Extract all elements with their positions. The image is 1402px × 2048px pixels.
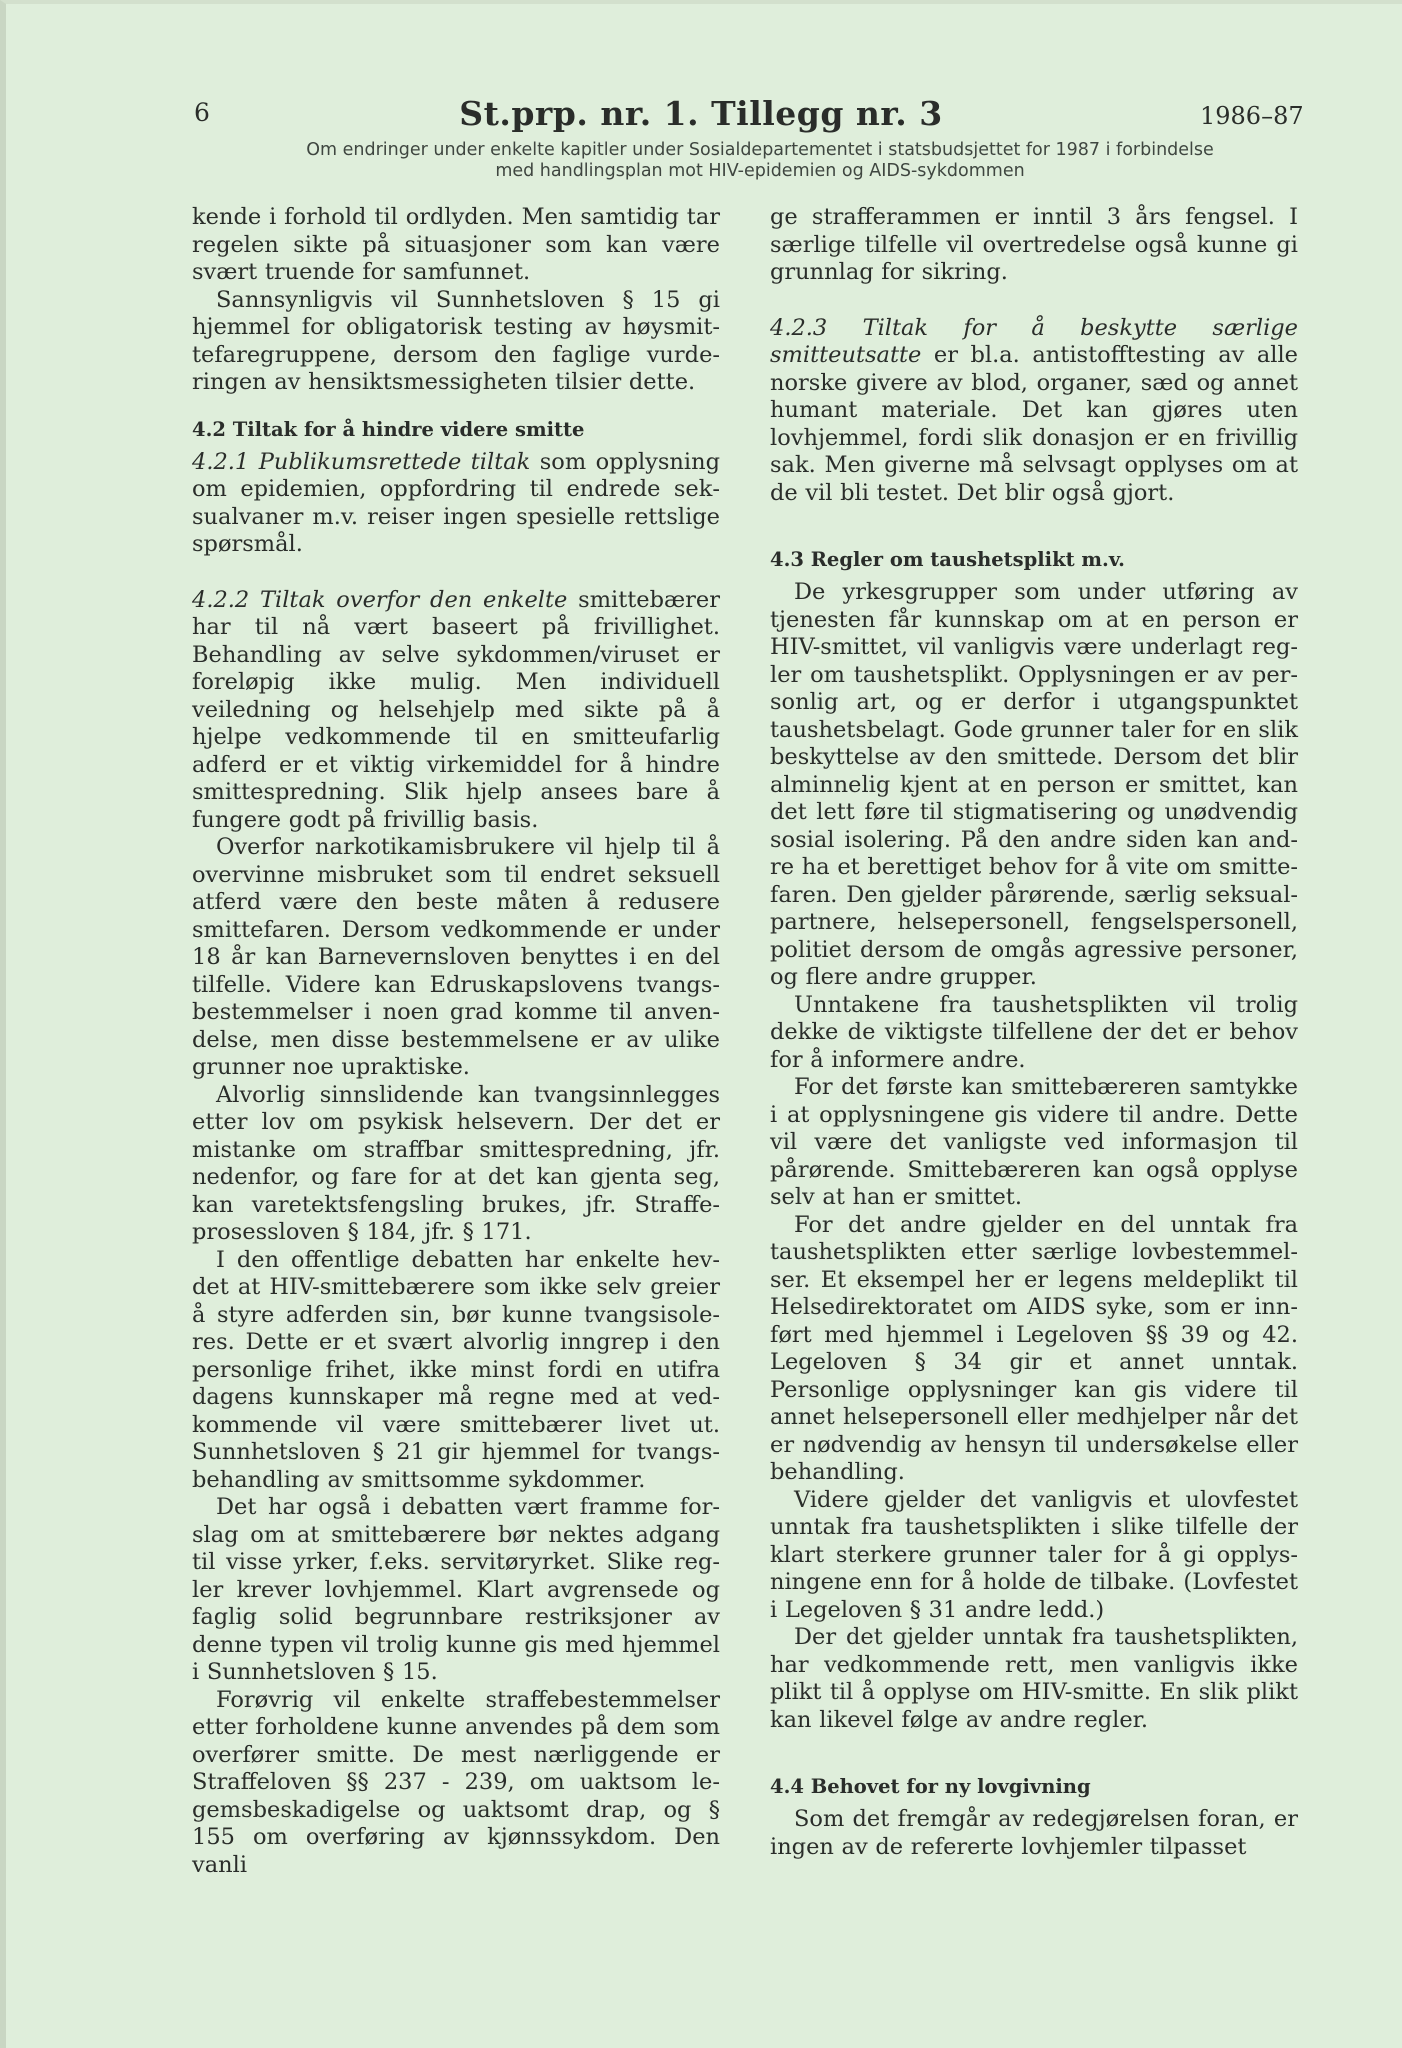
right-column xyxy=(770,204,1298,1861)
budget-year: 1986–87 xyxy=(1200,102,1304,130)
paragraph: Det har også i debatten vært framme forslag om at smittebærere bør nektes adgang til visse yrker, f.eks. servitøryrket. Slike regler krever lovhjemmel. Klart avgrensede og faglig solid begrunnbare restriksjoner av denne typen vil trolig kunne gis med hjemmel i Sunnhetsloven § 15. xyxy=(192,1494,720,1685)
paragraph: Som det fremgår av redegjørelsen foran, er ingen av de refererte lovhjemler tilpasset xyxy=(770,1806,1298,1860)
document-subtitle xyxy=(210,140,1310,182)
paragraph: Videre gjelder det vanligvis et ulovfestet unntak fra taushetsplikten i slike tilfelle der klart sterkere grunner taler for å gi opplysningene enn for å holde de tilbake. (Lovfestet i Legeloven § 31 andre ledd.) xyxy=(770,1486,1298,1623)
paragraph-text: som opplysning om epidemien, oppfordring til endrede seksualvaner m.v. reiser ingen spesielle rettslige spørsmål. xyxy=(192,448,721,557)
section-heading-4-3: 4.3 Regler om taushetsplikt m.v. xyxy=(770,548,1125,571)
section-heading-4-4: 4.4 Behovet for ny lovgivning xyxy=(770,1775,1091,1798)
paragraph: Sannsynligvis vil Sunnhetsloven § 15 gi hjemmel for obligatorisk testing av høysmittefaregruppene, dersom den faglige vurderingen av hensiktsmessigheten tilsier dette. xyxy=(192,286,720,395)
subsection-title: 4.2.2 Tiltak overfor den enkelte xyxy=(192,586,568,613)
paragraph: kende i forhold til ordlyden. Men samtidig tar regelen sikte på situasjoner som kan være svært truende for samfunnet. xyxy=(192,204,720,285)
paragraph-4-2-1 xyxy=(192,449,720,559)
document-title: St.prp. nr. 1. Tillegg nr. 3 xyxy=(459,94,943,133)
paragraph-text: smittebærer har til nå vært baseert på frivillighet. Behandling av selve sykdommen/viruset er foreløpig ikke mulig. Men individuell veiledning og helsehjelp med sikte på å hjelpe vedkommende til en smitteufarlig adferd er et viktig virkemiddel for å hindre smittespredning. Slik hjelp ansees bare å fungere godt på frivillig basis. xyxy=(192,586,720,833)
paragraph: Forøvrig vil enkelte straffebestemmelser etter forholdene kunne anvendes på dem som overfører smitte. De mest nærliggende er Straffeloven §§ 237 - 239, om uaktsom legemsbeskadigelse og uaktsomt drap, og § 155 om overføring av kjønnssykdom. Den vanli xyxy=(192,1686,720,1878)
paragraph: Alvorlig sinnslidende kan tvangsinnlegges etter lov om psykisk helsevern. Der det er mistanke om straffbar smittespredning, jfr. nedenfor, og fare for at det kan gjenta seg, kan varetektsfengsling brukes, jfr. Straffeprosessloven § 184, jfr. § 171. xyxy=(192,1081,720,1245)
paragraph: Unntakene fra taushetsplikten vil trolig dekke de viktigste tilfellene der det er behov for å informere andre. xyxy=(770,991,1298,1073)
left-column xyxy=(192,204,720,1879)
paragraph: Der det gjelder unntak fra taushetsplikten, har vedkommende rett, men vanligvis ikke plikt til å opplyse om HIV-smitte. En slik plikt kan likevel følge av andre regler. xyxy=(770,1624,1298,1733)
subtitle-line-2: med handlingsplan mot HIV-epidemien og AIDS-sykdommen xyxy=(495,161,1025,181)
paragraph: De yrkesgrupper som under utføring av tjenesten får kunnskap om at en person er HIV-smittet, vil vanligvis være underlagt regler om taushetsplikt. Opplysningen er av personlig art, og er derfor i utgangspunktet taushetsbelagt. Gode grunner taler for en slik beskyttelse av den smittede. Dersom det blir alminnelig kjent at en person er smittet, kan det lett føre til stigmatisering og unødvendig sosial isolering. På den andre siden kan andre ha et berettiget behov for å vite om smittefaren. Den gjelder pårørende, særlig seksualpartnere, helsepersonell, fengselspersonell, politiet dersom de omgås agressive personer, og flere andre grupper. xyxy=(770,579,1298,990)
subsection-title: 4.2.1 Publikumsrettede tiltak xyxy=(192,448,531,475)
page-number: 6 xyxy=(194,98,210,127)
paragraph: For det andre gjelder en del unntak fra taushetsplikten etter særlige lovbestemmelser. Et eksempel her er legens meldeplikt til Helsedirektoratet om AIDS syke, som er innført med hjemmel i Legeloven §§ 39 og 42. Legeloven § 34 gir et annet unntak. Personlige opplysninger kan gis videre til annet helsepersonell eller medhjelper når det er nødvendig av hensyn til undersøkelse eller behandling. xyxy=(770,1211,1298,1485)
subsection-title: 4.2.3 Tiltak for å beskytte særlige smitteutsatte xyxy=(770,314,1298,368)
paragraph: For det første kan smittebæreren samtykke i at opplysningene gis videre til andre. Dette vil være det vanligste ved informasjon til pårørende. Smittebæreren kan også opplyse selv at han er smittet. xyxy=(770,1074,1298,1210)
paragraph: ge strafferammen er inntil 3 års fengsel. I særlige tilfelle vil overtredelse også kunne gi grunnlag for sikring. xyxy=(770,204,1298,285)
paragraph-4-2-3 xyxy=(770,315,1298,508)
section-heading-4-2: 4.2 Tiltak for å hindre videre smitte xyxy=(192,417,585,441)
paragraph-text: er bl.a. antistofftesting av alle norske givere av blod, organer, sæd og annet humant materiale. Det kan gjøres uten lovhjemmel, fordi slik donasjon er en frivillig sak. Men giverne må selvsagt opplyses om at de vil bli testet. Det blir også gjort. xyxy=(770,342,1298,506)
subtitle-line-1: Om endringer under enkelte kapitler under Sosialdepartementet i statsbudsjettet for 1987 i forbindelse xyxy=(306,140,1214,160)
paragraph: I den offentlige debatten har enkelte hevdet at HIV-smittebærere som ikke selv greier å styre adferden sin, bør kunne tvangsisoleres. Dette er et svært alvorlig inngrep i den personlige frihet, ikke minst fordi en utifra dagens kunnskaper må regne med at vedkommende vil være smittebærer livet ut. Sunnhetsloven § 21 gir hjemmel for tvangsbehandling av smittsomme sykdommer. xyxy=(192,1246,720,1493)
paragraph: Overfor narkotikamisbrukere vil hjelp til å overvinne misbruket som til endret seksuell atferd være den beste måten å redusere smittefaren. Dersom vedkommende er under 18 år kan Barnevernsloven benyttes i en del tilfelle. Videre kan Edruskapslovens tvangsbestemmelser i noen grad komme til anvendelse, men disse bestemmelsene er av ulike grunner noe upraktiske. xyxy=(192,834,720,1080)
paragraph-4-2-2 xyxy=(192,587,720,835)
